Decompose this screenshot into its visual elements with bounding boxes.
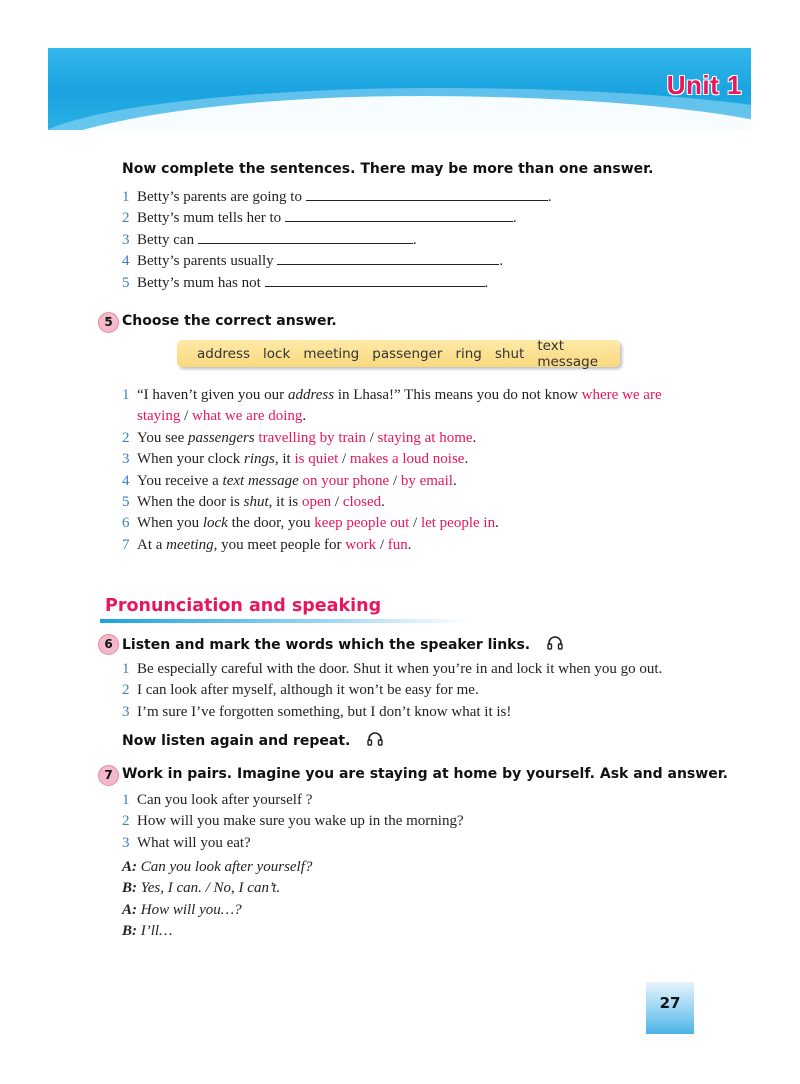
ex6-instruction: Listen and mark the words which the speaker links.: [122, 637, 531, 653]
dialog-line: A: Can you look after yourself?: [122, 859, 313, 875]
answer-blank[interactable]: [306, 188, 548, 201]
page-number: 27: [659, 994, 681, 1012]
ex6-repeat-heading: [122, 731, 383, 751]
complete-item: 5 Betty’s mum has not .: [122, 274, 489, 291]
answer-option[interactable]: by email: [400, 472, 453, 489]
ex7-instruction: Work in pairs. Imagine you are staying at home by yourself. Ask and answer.: [122, 766, 728, 782]
ex7-item: 3 What will you eat?: [122, 834, 251, 851]
ex6-item: 3 I’m sure I’ve forgotten something, but I don’t know what it is!: [122, 703, 512, 720]
word-box-item: lock: [263, 345, 291, 362]
word-box-item: text message: [537, 337, 599, 370]
ex5-item-continued: staying / what we are doing.: [137, 408, 307, 425]
section-title: Pronunciation and speaking: [105, 596, 382, 616]
answer-option[interactable]: open: [302, 494, 332, 511]
word-box-item: meeting: [303, 345, 360, 362]
ex6-item: 2 I can look after myself, although it won’t be easy for me.: [122, 682, 479, 699]
header-banner: [48, 48, 751, 130]
answer-option[interactable]: work: [345, 536, 377, 553]
answer-option[interactable]: is quiet: [294, 451, 339, 468]
answer-option[interactable]: closed: [342, 494, 382, 511]
headphones-icon[interactable]: [367, 731, 383, 751]
word-box-item: ring: [455, 345, 482, 362]
word-box: [177, 337, 620, 370]
dialog-line: A: How will you…?: [122, 901, 242, 918]
ex5-list: [122, 385, 662, 556]
ex5-item: 2 You see passengers travelling by train / staying at home.: [122, 429, 477, 446]
exercise-number-badge: 7: [98, 765, 119, 786]
answer-option[interactable]: keep people out: [314, 515, 410, 532]
headphones-icon[interactable]: [547, 635, 563, 655]
ex5-item: 7 At a meeting, you meet people for work / fun.: [122, 536, 412, 553]
unit-title: Unit 1: [666, 70, 742, 100]
ex7-list: [122, 790, 464, 854]
word-box-item: passenger: [372, 345, 443, 362]
answer-blank[interactable]: [265, 274, 485, 287]
ex6-item: 1 Be especially careful with the door. Shut it when you’re in and lock it when you go out.: [122, 661, 663, 677]
answer-option[interactable]: on your phone: [302, 472, 390, 489]
complete-item: 4 Betty’s parents usually .: [122, 253, 504, 270]
ex5-item: 3 When your clock rings, it is quiet / makes a loud noise.: [122, 451, 469, 468]
ex6-list: [122, 659, 662, 723]
exercise-number-badge: 6: [98, 634, 119, 655]
answer-option[interactable]: staying at home: [377, 429, 473, 446]
answer-option[interactable]: fun: [387, 536, 408, 553]
ex5-item: 4 You receive a text message on your phone / by email.: [122, 472, 457, 489]
answer-blank[interactable]: [198, 231, 413, 244]
ex7-item: 2 How will you make sure you wake up in the morning?: [122, 813, 464, 830]
complete-item: 3 Betty can .: [122, 231, 417, 248]
ex5-item: 6 When you lock the door, you keep people out / let people in.: [122, 515, 499, 532]
answer-option[interactable]: what we are doing: [192, 408, 303, 425]
complete-item: 2 Betty’s mum tells her to .: [122, 210, 517, 227]
ex6-heading: [122, 635, 563, 655]
complete-item: 1 Betty’s parents are going to .: [122, 189, 552, 205]
page-number-box: [646, 982, 694, 1034]
exercise-number-badge: 5: [98, 312, 119, 333]
answer-option[interactable]: makes a loud noise: [349, 451, 465, 468]
answer-option[interactable]: travelling by train: [258, 429, 366, 446]
complete-list: [122, 187, 551, 294]
ex7-item: 1 Can you look after yourself ?: [122, 792, 313, 808]
answer-option[interactable]: let people in: [420, 515, 496, 532]
answer-option[interactable]: where we are: [581, 387, 662, 403]
answer-blank[interactable]: [285, 209, 513, 222]
word-box-item: shut: [494, 345, 525, 362]
example-dialog: [122, 857, 312, 943]
dialog-line: B: Yes, I can. / No, I can’t.: [122, 880, 281, 897]
section-underline: [100, 619, 470, 623]
ex5-item: 1 “I haven’t given you our address in Lhasa!” This means you do not know where we are: [122, 387, 662, 403]
answer-option[interactable]: staying: [137, 408, 181, 425]
ex5-instruction: Choose the correct answer.: [122, 313, 337, 329]
ex6-repeat: Now listen again and repeat.: [122, 733, 351, 749]
word-box-item: address: [197, 345, 251, 362]
complete-instruction: Now complete the sentences. There may be more than one answer.: [122, 161, 654, 177]
answer-blank[interactable]: [277, 252, 499, 265]
dialog-line: B: I’ll…: [122, 923, 173, 940]
ex5-item: 5 When the door is shut, it is open / closed.: [122, 494, 385, 511]
